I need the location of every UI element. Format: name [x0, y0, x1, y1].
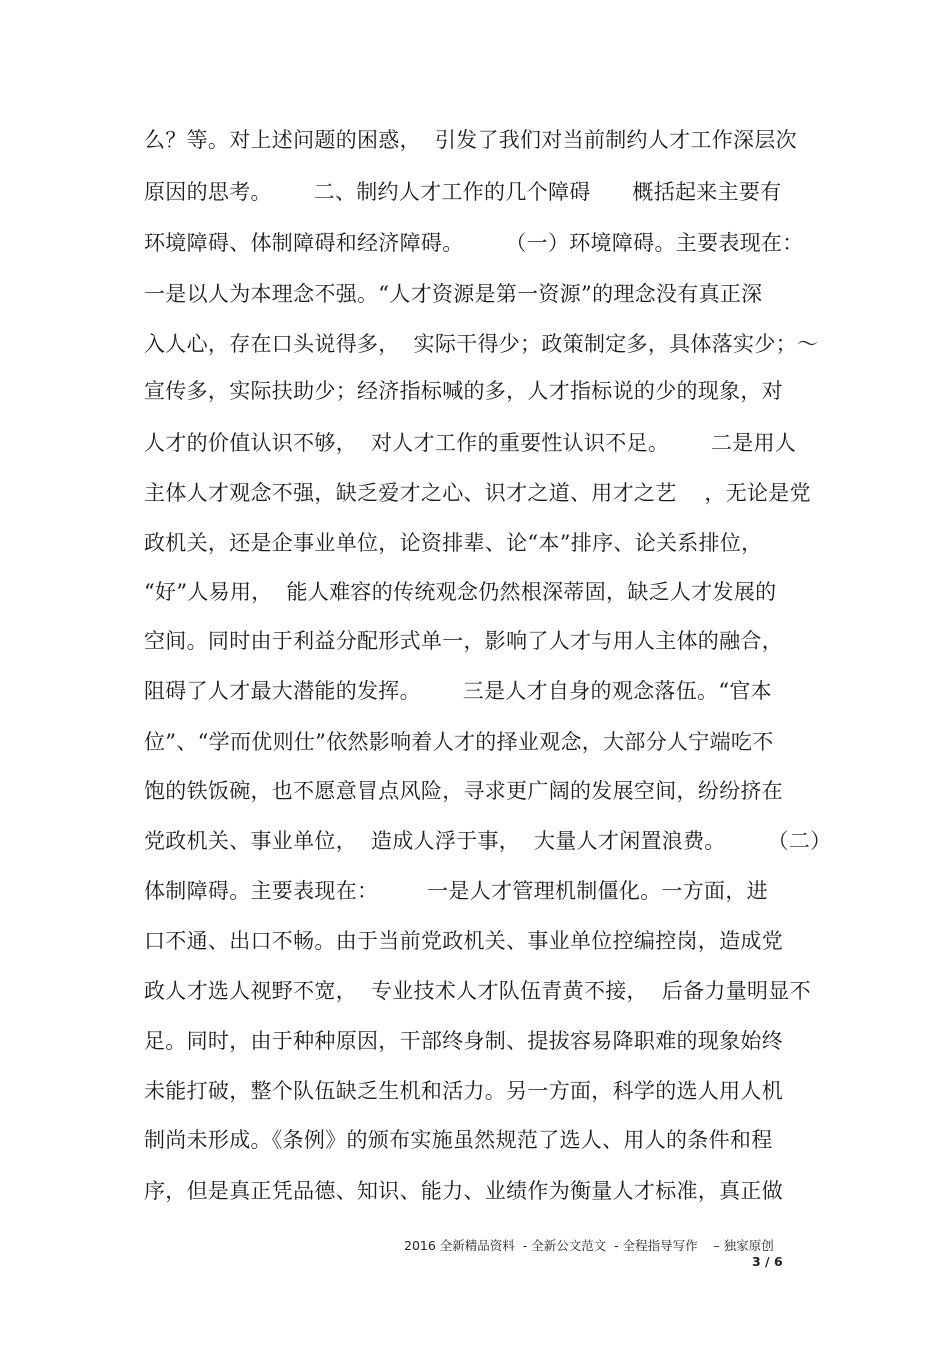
text-line: 阻碍了人才最大潜能的发挥。 三是人才自身的观念落伍。“官本	[144, 679, 772, 703]
text-line: 入人心，存在口头说得多， 实际干得少；政策制定多，具体落实少；～	[144, 332, 819, 356]
text-line: 制尚未形成。《条例》的颁布实施虽然规范了选人、用人的条件和程	[144, 1128, 773, 1152]
text-line: “好”人易用， 能人难容的传统观念仍然根深蒂固，缺乏人才发展的	[144, 580, 777, 604]
text-line: 足。同时，由于种种原因，干部终身制、提拔容易降职难的现象始终	[144, 1029, 783, 1053]
text-line: 宣传多，实际扶助少；经济指标喊的多，人才指标说的少的现象，对	[144, 379, 783, 403]
page-number: 3 / 6	[752, 1254, 783, 1269]
text-line: 未能打破，整个队伍缺乏生机和活力。另一方面，科学的选人用人机	[144, 1079, 783, 1103]
footer-text: 2016 全新精品资料 - 全新公文范文 - 全程指导写作 – 独家原创	[404, 1238, 774, 1253]
text-line: 空间。同时由于利益分配形式单一，影响了人才与用人主体的融合，	[144, 629, 783, 653]
text-line: 一是以人为本理念不强。“人才资源是第一资源”的理念没有真正深	[144, 282, 763, 306]
text-line: 人才的价值认识不够， 对人才工作的重要性认识不足。 二是用人	[144, 431, 797, 455]
text-line: 政人才选人视野不宽， 专业技术人才队伍青黄不接， 后备力量明显不	[144, 979, 811, 1003]
text-line: 么？等。对上述问题的困惑， 引发了我们对当前制约人才工作深层次	[144, 128, 797, 152]
text-line: 口不通、出口不畅。由于当前党政机关、事业单位控编控岗，造成党	[144, 929, 783, 953]
text-line: 体制障碍。主要表现在： 一是人才管理机制僵化。一方面，进	[144, 879, 768, 903]
text-line: 原因的思考。 二、制约人才工作的几个障碍 概括起来主要有	[144, 180, 782, 204]
text-line: 饱的铁饭碗，也不愿意冒点风险，寻求更广阔的发展空间，纷纷挤在	[144, 779, 783, 803]
text-line: 序，但是真正凭品德、知识、能力、业绩作为衡量人才标准，真正做	[144, 1179, 783, 1203]
text-line: 党政机关、事业单位， 造成人浮于事， 大量人才闲置浪费。 （二）	[144, 829, 832, 853]
text-line: 政机关，还是企事业单位，论资排辈、论“本”排序、论关系排位，	[144, 531, 763, 555]
text-line: 环境障碍、体制障碍和经济障碍。 （一）环境障碍。主要表现在：	[144, 231, 804, 255]
text-line: 主体人才观念不强，缺乏爱才之心、识才之道、用才之艺 ，无论是党	[144, 481, 811, 505]
text-line: 位”、“学而优则仕”依然影响着人才的择业观念，大部分人宁端吃不	[144, 730, 774, 754]
